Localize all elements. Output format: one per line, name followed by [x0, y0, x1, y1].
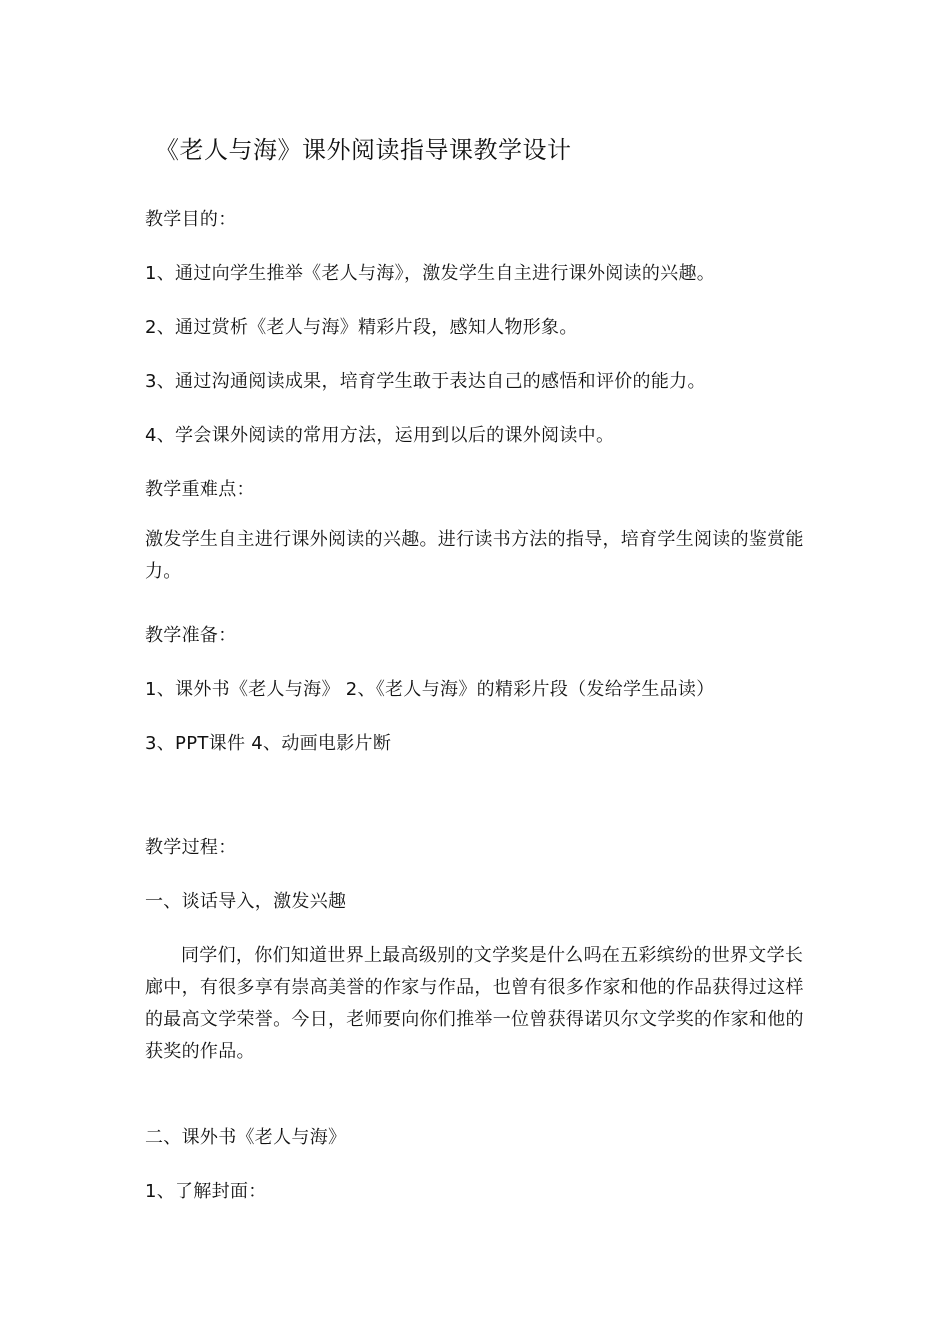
- prep-line: 3、PPT课件 4、动画电影片断: [145, 733, 392, 754]
- document-title: 《老人与海》课外阅读指导课教学设计: [155, 136, 572, 164]
- process-heading: 教学过程：: [145, 837, 237, 858]
- key-paragraph: 激发学生自主进行课外阅读的兴趣。进行读书方法的指导，培育学生阅读的鉴赏能力。: [145, 529, 804, 582]
- goal-item: 2、通过赏析《老人与海》精彩片段，感知人物形象。: [145, 317, 578, 338]
- prep-line: 1、课外书《老人与海》 2、《老人与海》的精彩片段（发给学生品读）: [145, 679, 715, 700]
- goal-item: 1、通过向学生推举《老人与海》，激发学生自主进行课外阅读的兴趣。: [145, 263, 716, 284]
- section2-item: 1、了解封面：: [145, 1181, 267, 1202]
- section-heading: 一、谈话导入，激发兴趣: [145, 891, 347, 912]
- goal-heading: 教学目的：: [145, 209, 237, 230]
- section-heading: 二、课外书《老人与海》: [145, 1127, 347, 1148]
- key-heading: 教学重难点：: [145, 479, 255, 500]
- section1-paragraph: 同学们，你们知道世界上最高级别的文学奖是什么吗在五彩缤纷的世界文学长廊中，有很多享有崇高美誉的作家与作品，也曾有很多作家和他的作品获得过这样的最高文学荣誉。今日，老师要向你们推举一位曾获得诺贝尔文学奖的作家和他的获奖的作品。: [145, 945, 804, 1062]
- goal-item: 3、通过沟通阅读成果，培育学生敢于表达自己的感悟和评价的能力。: [145, 371, 706, 392]
- prep-heading: 教学准备：: [145, 625, 237, 646]
- goal-item: 4、学会课外阅读的常用方法，运用到以后的课外阅读中。: [145, 425, 615, 446]
